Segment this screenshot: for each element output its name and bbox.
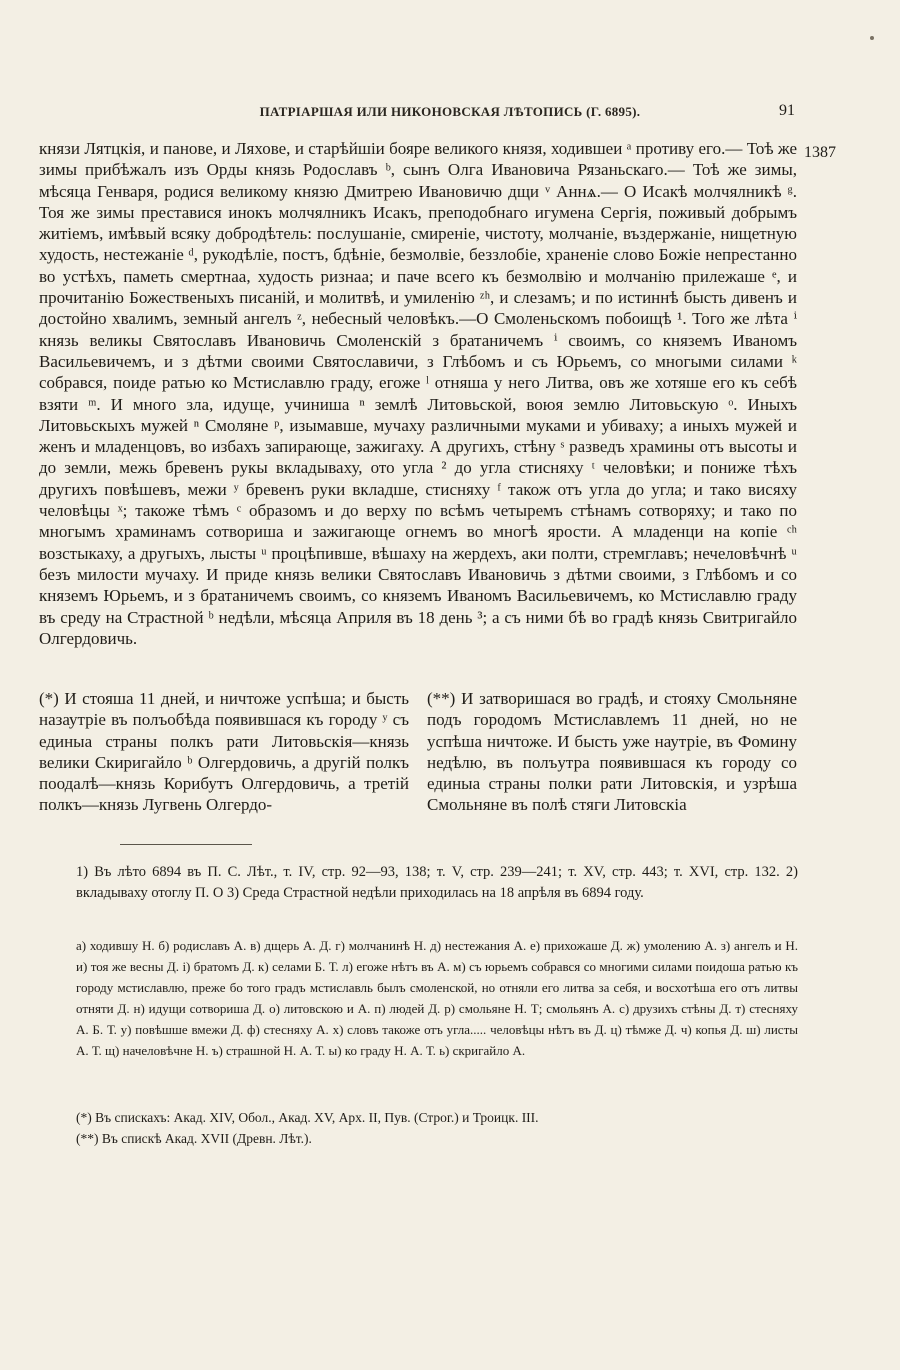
main-text: князи Лятцкія, и панове, и Ляхове, и старѣйшіи бояре великого князя, ходившеи ᵃ противу его.— Тоѣ же зимы прибѣжалъ изъ Орды князь Родославъ ᵇ, сынъ Олга Ивановича Рязаньскаго.— Тоѣ же зимы, мѣсяца Генваря, родися великому князю Дмитрею Ивановичю дщи ᵛ Аннѧ.— О Исакѣ молчялникѣ ᵍ. Тоя же зимы преставися инокъ молчялникъ Исакъ, преподобнаго игумена Сергія, поживый добрымъ житіемъ, имѣвый всяку добродѣтель: послушаніе, смиреніе, чистоту, молчаніе, въздержаніе, нищетную худость, нестежаніе ᵈ, рукодѣліе, постъ, бдѣніе, безмолвіе, беззлобіе, храненіе слово Божіе непрестанно во устѣхъ, паметь смертнаа, худость ризнаа; и паче всего къ безмолвію и молчанію прилежаше ᵉ, и прочитанію Божественыхъ писаній, и молитвѣ, и умиленію ᶻʰ, и слезамъ; и по истиннѣ бысть дивенъ и достойно хвалимъ, земный ангелъ ᶻ, небесный человѣкъ.—О Смоленьскомъ побоищѣ ¹. Того же лѣта ⁱ князь великы Святославъ Ивановичь Смоленскій з братаничемъ ⁱ своимъ, со княземъ Иваномъ Васильевичемъ, и з дѣтми своими Святославичи, з Глѣбомъ и съ Юрьемъ, со многыми силами ᵏ собрався, поиде ратью ко Мстиславлю граду, егоже ˡ отняша у него Литва, овъ же хотяше его къ себѣ взяти ᵐ. И много зла, идуще, учиниша ⁿ землѣ Литовьской, воюя землю Литовьскую ᵒ. Иныхъ Литовьскыхъ мужей ⁿ Смоляне ᵖ, изымавше, мучаху различными муками и убиваху; а иныхъ мужей и женъ и младенцовъ, во избахъ запирающе, зажигаху. А другихъ, стѣну ˢ разведъ храмины отъ высоты и до земли, межь бревенъ рукы вкладываху, ото угла ² до угла стисняху ᵗ человѣки; и пониже тѣхъ другихъ повѣшевъ, межи ʸ бревенъ руки вкладше, стисняху ᶠ також отъ угла до угла; и тако висяху человѣцы ˣ; такоже тѣмъ ᶜ образомъ и до верху по всѣмъ четыремъ стѣнамъ сотворяху; и тако по многымъ храминамъ сотвориша и зажигающе огнемъ во многѣ ярости. А младенци на копіе ᶜʰ возстыкаху, а другыхъ, лысты ᵘ процѣпивше, вѣшаху на жердехъ, аки полти, стремглавъ; нечеловѣчнѣ ᵘ безъ милости мучаху. И приде князь велики Святославъ Ивановичь з дѣтми своими, з Глѣбомъ и со княземъ Юрьемъ, и з братаничемъ своимъ, со княземъ Иваномъ Васильевичемъ, ко Мстиславлю граду въ среду на Страстной ᵇ недѣли, мѣсяца Априля въ 18 день ³; а съ ними бѣ во градѣ князь Свитригайло Олгердовичь.: [39, 139, 798, 648]
manuscript-note: (*) Въ спискахъ: Акад. XIV, Обол., Акад. XV, Арх. II, Пув. (Строг.) и Троицк. III.: [76, 1110, 539, 1125]
parallel-columns: [39, 688, 797, 816]
ink-speck: [870, 36, 874, 40]
manuscript-notes: [76, 1107, 798, 1149]
footnote-separator: [120, 844, 252, 845]
right-column-text: (**) И затворишася во градѣ, и стояху Смольняне подъ городомъ Мстиславлемъ 11 дней, но не успѣша ничтоже. И бысть уже наутріе, въ Фомину недѣлю, въ полъутра появившася къ городу со единыа страны полки рати Литовскія, и узрѣша Смольняне въ полѣ стяги Литовскіа: [427, 689, 797, 815]
running-header-title: ПАТРІАРШАЯ ИЛИ НИКОНОВСКАЯ ЛѢТОПИСЬ (Г. 6895).: [259, 104, 641, 119]
manuscript-note: (**) Въ спискѣ Акад. XVII (Древн. Лѣт.).: [76, 1131, 312, 1146]
year-marker: 1387: [804, 144, 836, 161]
footnotes: 1) Въ лѣто 6894 въ П. С. Лѣт., т. IV, стр. 92—93, 138; т. V, стр. 239—241; т. XV, стр. 443; т. XVI, стр. 132. 2) вкладываху отоглу П. О 3) Среда Страстной недѣли приходилась на 18 апрѣля въ 6894 году.: [76, 864, 798, 901]
left-column-text: (*) И стояша 11 дней, и ничтоже успѣша; и бысть назаутріе въ полъобѣда появившася къ городу ʸ съ единыа страны полкъ рати Литовьскія—князь велики Скиригайло ᵇ Олгердовичь, а другій полкъ поодалѣ—князь Корибутъ Олгердовичь, а третій полкъ—князь Лугвень Олгердо-: [39, 689, 409, 815]
page-number: 91: [779, 102, 795, 119]
variant-readings: а) ходившу Н. б) родиславъ А. в) дщерь А. Д. г) молчанинѣ Н. д) нестежания А. е) прихожаше Д. ж) умолению А. з) ангелъ и Н. и) тоя же весны Д. і) братомъ Д. к) селами Б. Т. л) егоже нѣтъ въ А. м) съ юрьемъ собрався со многими силами поидоша ратью къ городу мстиславлю, преже бо того градъ мстиславль былъ смоленской, но отняли его литва за себя, и восхотѣша его отъ литвы отняти Д. н) идущи сотвориша Д. о) литовскою и А. п) людей Д. р) смольяне Н. Т; смольянъ А. с) друзихъ стѣны Д. т) стесняху А. Б. Т. у) повѣшше вмежи Д. ф) стесняху А. х) словъ такоже отъ угла..... человѣцы нѣтъ въ Д. ц) тѣмже Д. ч) копья Д. ш) листы А. Т. щ) начеловѣчне Н. ъ) страшной Н. А. Т. ы) ко граду Н. А. Т. ь) скригайло А.: [76, 938, 798, 1058]
